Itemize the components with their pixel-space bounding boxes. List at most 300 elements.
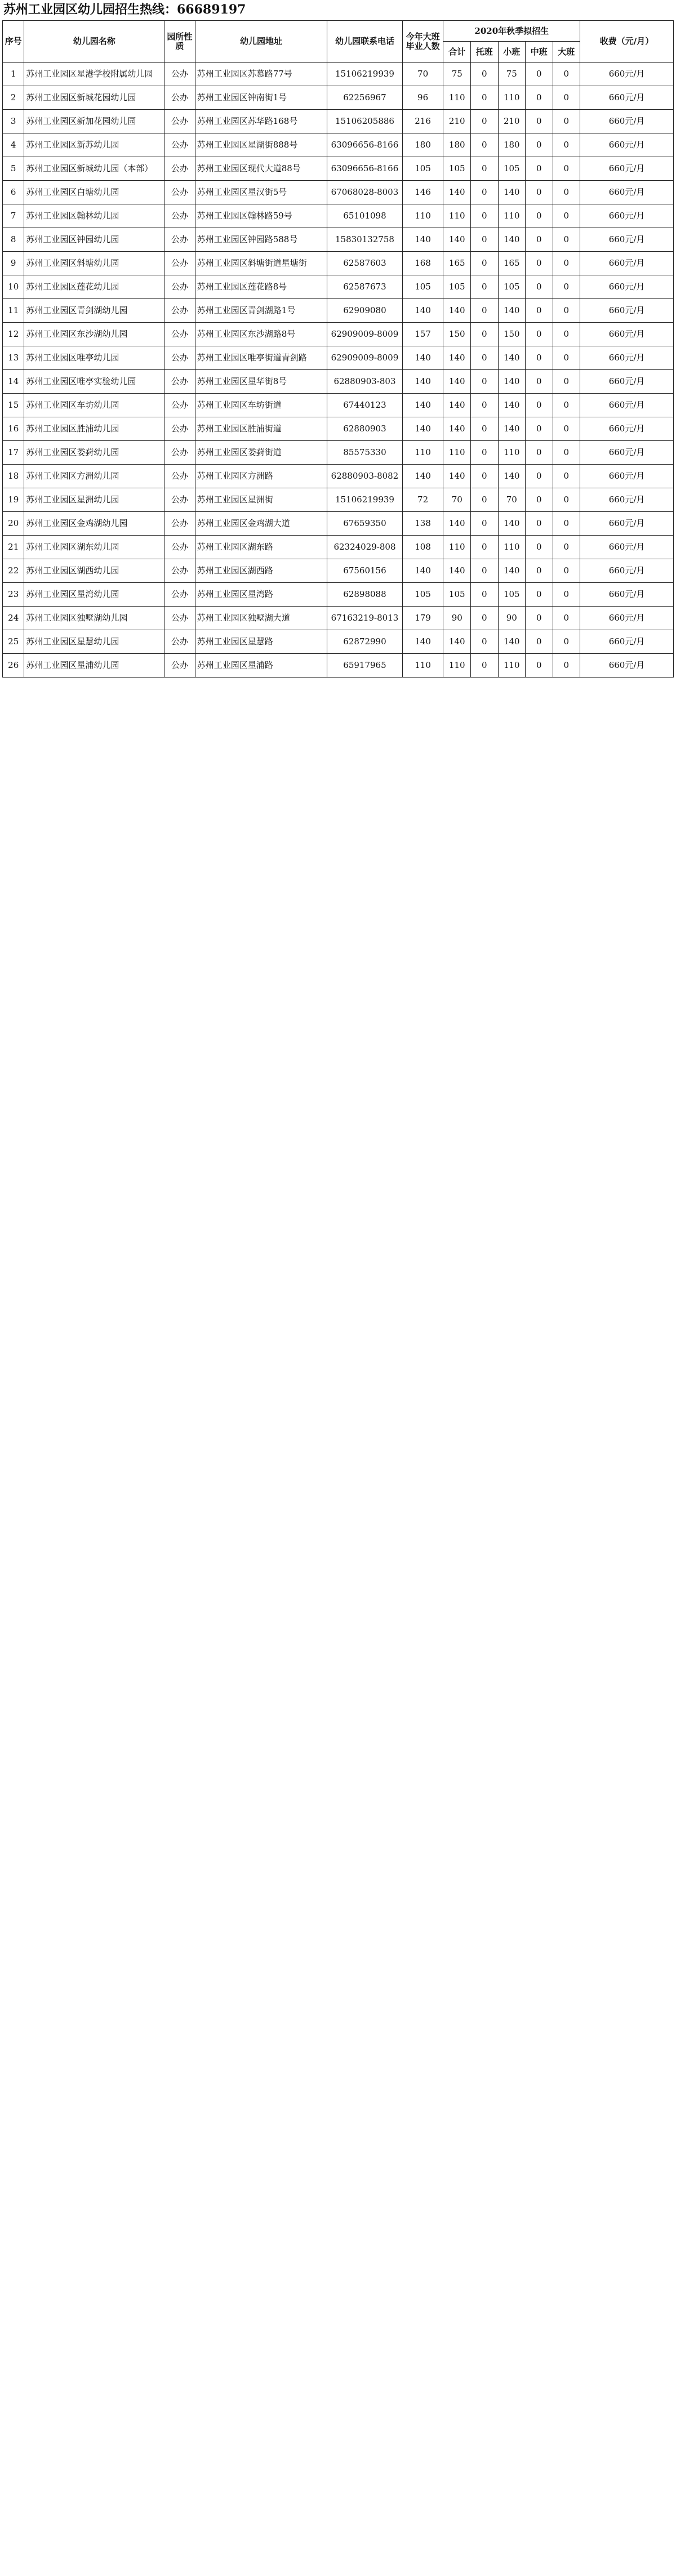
- cell-phone: 65101098: [327, 204, 402, 228]
- header-da: 大班: [553, 42, 580, 63]
- cell-no: 11: [3, 299, 24, 323]
- header-type: 园所性质: [164, 21, 195, 63]
- cell-da: 0: [553, 204, 580, 228]
- table-row: [3, 204, 674, 228]
- cell-xiao: 140: [498, 559, 526, 583]
- cell-fee: 660元/月: [580, 346, 674, 370]
- cell-no: 1: [3, 63, 24, 86]
- cell-phone: 65917965: [327, 654, 402, 678]
- cell-graduates: 140: [402, 417, 443, 441]
- cell-type: 公办: [164, 63, 195, 86]
- cell-zhong: 0: [526, 465, 553, 488]
- cell-tuo: 0: [471, 441, 499, 465]
- cell-fee: 660元/月: [580, 370, 674, 394]
- cell-graduates: 140: [402, 370, 443, 394]
- cell-total: 110: [443, 654, 471, 678]
- cell-total: 75: [443, 63, 471, 86]
- cell-address: 苏州工业园区苏慕路77号: [195, 63, 327, 86]
- cell-fee: 660元/月: [580, 559, 674, 583]
- header-no: 序号: [3, 21, 24, 63]
- cell-xiao: 110: [498, 204, 526, 228]
- cell-xiao: 110: [498, 536, 526, 559]
- table-header: [3, 21, 674, 63]
- cell-tuo: 0: [471, 465, 499, 488]
- cell-tuo: 0: [471, 204, 499, 228]
- cell-zhong: 0: [526, 370, 553, 394]
- cell-da: 0: [553, 607, 580, 630]
- cell-name: 苏州工业园区星慧幼儿园: [24, 630, 164, 654]
- cell-zhong: 0: [526, 275, 553, 299]
- cell-tuo: 0: [471, 346, 499, 370]
- cell-total: 105: [443, 157, 471, 181]
- cell-total: 140: [443, 512, 471, 536]
- cell-phone: 15106205886: [327, 110, 402, 133]
- cell-total: 110: [443, 204, 471, 228]
- cell-total: 140: [443, 370, 471, 394]
- table-row: [3, 299, 674, 323]
- cell-total: 140: [443, 417, 471, 441]
- cell-name: 苏州工业园区翰林幼儿园: [24, 204, 164, 228]
- cell-phone: 62324029-808: [327, 536, 402, 559]
- cell-total: 105: [443, 275, 471, 299]
- cell-da: 0: [553, 346, 580, 370]
- cell-address: 苏州工业园区车坊街道: [195, 394, 327, 417]
- header-xiao: 小班: [498, 42, 526, 63]
- cell-tuo: 0: [471, 370, 499, 394]
- cell-da: 0: [553, 110, 580, 133]
- cell-address: 苏州工业园区唯亭街道青剑路: [195, 346, 327, 370]
- cell-zhong: 0: [526, 63, 553, 86]
- cell-da: 0: [553, 86, 580, 110]
- cell-no: 19: [3, 488, 24, 512]
- cell-type: 公办: [164, 512, 195, 536]
- cell-zhong: 0: [526, 394, 553, 417]
- cell-graduates: 110: [402, 654, 443, 678]
- cell-zhong: 0: [526, 110, 553, 133]
- cell-xiao: 140: [498, 346, 526, 370]
- cell-graduates: 140: [402, 465, 443, 488]
- cell-no: 17: [3, 441, 24, 465]
- cell-xiao: 140: [498, 299, 526, 323]
- cell-phone: 63096656-8166: [327, 157, 402, 181]
- cell-no: 22: [3, 559, 24, 583]
- cell-xiao: 105: [498, 275, 526, 299]
- cell-zhong: 0: [526, 559, 553, 583]
- cell-tuo: 0: [471, 86, 499, 110]
- cell-total: 140: [443, 181, 471, 204]
- cell-type: 公办: [164, 654, 195, 678]
- cell-phone: 62898088: [327, 583, 402, 607]
- cell-zhong: 0: [526, 583, 553, 607]
- table-body: [3, 63, 674, 678]
- cell-type: 公办: [164, 228, 195, 252]
- cell-fee: 660元/月: [580, 465, 674, 488]
- cell-name: 苏州工业园区车坊幼儿园: [24, 394, 164, 417]
- cell-no: 10: [3, 275, 24, 299]
- cell-address: 苏州工业园区金鸡湖大道: [195, 512, 327, 536]
- table-row: [3, 323, 674, 346]
- cell-xiao: 105: [498, 583, 526, 607]
- cell-phone: 67560156: [327, 559, 402, 583]
- cell-zhong: 0: [526, 654, 553, 678]
- cell-fee: 660元/月: [580, 299, 674, 323]
- cell-xiao: 140: [498, 394, 526, 417]
- cell-total: 105: [443, 583, 471, 607]
- cell-zhong: 0: [526, 488, 553, 512]
- cell-xiao: 150: [498, 323, 526, 346]
- cell-da: 0: [553, 323, 580, 346]
- cell-name: 苏州工业园区新加花园幼儿园: [24, 110, 164, 133]
- table-row: [3, 417, 674, 441]
- cell-phone: 67659350: [327, 512, 402, 536]
- cell-xiao: 165: [498, 252, 526, 275]
- cell-zhong: 0: [526, 607, 553, 630]
- cell-address: 苏州工业园区现代大道88号: [195, 157, 327, 181]
- cell-name: 苏州工业园区金鸡湖幼儿园: [24, 512, 164, 536]
- cell-address: 苏州工业园区星汉街5号: [195, 181, 327, 204]
- cell-no: 15: [3, 394, 24, 417]
- cell-type: 公办: [164, 441, 195, 465]
- cell-fee: 660元/月: [580, 63, 674, 86]
- cell-da: 0: [553, 512, 580, 536]
- cell-da: 0: [553, 275, 580, 299]
- cell-total: 110: [443, 86, 471, 110]
- cell-graduates: 140: [402, 630, 443, 654]
- cell-type: 公办: [164, 181, 195, 204]
- cell-address: 苏州工业园区湖西路: [195, 559, 327, 583]
- cell-address: 苏州工业园区翰林路59号: [195, 204, 327, 228]
- cell-no: 8: [3, 228, 24, 252]
- cell-da: 0: [553, 181, 580, 204]
- cell-no: 24: [3, 607, 24, 630]
- header-plan-group: 2020年秋季拟招生: [443, 21, 580, 42]
- cell-no: 18: [3, 465, 24, 488]
- cell-zhong: 0: [526, 536, 553, 559]
- table-row: [3, 228, 674, 252]
- cell-type: 公办: [164, 204, 195, 228]
- cell-total: 140: [443, 228, 471, 252]
- cell-graduates: 72: [402, 488, 443, 512]
- cell-address: 苏州工业园区湖东路: [195, 536, 327, 559]
- cell-tuo: 0: [471, 110, 499, 133]
- cell-da: 0: [553, 370, 580, 394]
- cell-name: 苏州工业园区星洲幼儿园: [24, 488, 164, 512]
- cell-fee: 660元/月: [580, 86, 674, 110]
- cell-xiao: 75: [498, 63, 526, 86]
- cell-total: 140: [443, 630, 471, 654]
- cell-xiao: 110: [498, 654, 526, 678]
- cell-graduates: 140: [402, 299, 443, 323]
- cell-name: 苏州工业园区娄葑幼儿园: [24, 441, 164, 465]
- cell-phone: 62909009-8009: [327, 323, 402, 346]
- cell-xiao: 140: [498, 417, 526, 441]
- cell-phone: 15106219939: [327, 488, 402, 512]
- cell-total: 210: [443, 110, 471, 133]
- cell-da: 0: [553, 536, 580, 559]
- cell-address: 苏州工业园区莲花路8号: [195, 275, 327, 299]
- cell-tuo: 0: [471, 323, 499, 346]
- cell-da: 0: [553, 299, 580, 323]
- cell-fee: 660元/月: [580, 441, 674, 465]
- cell-type: 公办: [164, 346, 195, 370]
- cell-address: 苏州工业园区星华街8号: [195, 370, 327, 394]
- cell-graduates: 110: [402, 204, 443, 228]
- cell-graduates: 146: [402, 181, 443, 204]
- table-row: [3, 441, 674, 465]
- cell-name: 苏州工业园区新城幼儿园（本部）: [24, 157, 164, 181]
- cell-address: 苏州工业园区星慧路: [195, 630, 327, 654]
- cell-type: 公办: [164, 110, 195, 133]
- cell-graduates: 110: [402, 441, 443, 465]
- cell-phone: 67068028-8003: [327, 181, 402, 204]
- cell-xiao: 140: [498, 512, 526, 536]
- cell-xiao: 90: [498, 607, 526, 630]
- cell-name: 苏州工业园区湖西幼儿园: [24, 559, 164, 583]
- cell-zhong: 0: [526, 630, 553, 654]
- cell-name: 苏州工业园区方洲幼儿园: [24, 465, 164, 488]
- header-address: 幼儿园地址: [195, 21, 327, 63]
- cell-phone: 62880903-8082: [327, 465, 402, 488]
- cell-zhong: 0: [526, 228, 553, 252]
- table-row: [3, 512, 674, 536]
- cell-no: 16: [3, 417, 24, 441]
- cell-type: 公办: [164, 394, 195, 417]
- cell-graduates: 179: [402, 607, 443, 630]
- kindergarten-table: [2, 20, 674, 678]
- cell-phone: 67163219-8013: [327, 607, 402, 630]
- cell-fee: 660元/月: [580, 181, 674, 204]
- cell-type: 公办: [164, 488, 195, 512]
- cell-graduates: 157: [402, 323, 443, 346]
- cell-fee: 660元/月: [580, 536, 674, 559]
- cell-graduates: 216: [402, 110, 443, 133]
- cell-tuo: 0: [471, 157, 499, 181]
- cell-address: 苏州工业园区娄葑街道: [195, 441, 327, 465]
- cell-fee: 660元/月: [580, 417, 674, 441]
- cell-graduates: 140: [402, 559, 443, 583]
- cell-tuo: 0: [471, 607, 499, 630]
- cell-address: 苏州工业园区星湖街888号: [195, 133, 327, 157]
- cell-type: 公办: [164, 323, 195, 346]
- cell-type: 公办: [164, 299, 195, 323]
- cell-name: 苏州工业园区青剑湖幼儿园: [24, 299, 164, 323]
- cell-zhong: 0: [526, 181, 553, 204]
- header-graduates: 今年大班毕业人数: [402, 21, 443, 63]
- cell-da: 0: [553, 441, 580, 465]
- cell-graduates: 180: [402, 133, 443, 157]
- cell-fee: 660元/月: [580, 204, 674, 228]
- cell-tuo: 0: [471, 394, 499, 417]
- cell-no: 13: [3, 346, 24, 370]
- table-row: [3, 275, 674, 299]
- cell-total: 110: [443, 536, 471, 559]
- table-row: [3, 110, 674, 133]
- cell-tuo: 0: [471, 512, 499, 536]
- cell-zhong: 0: [526, 86, 553, 110]
- cell-name: 苏州工业园区独墅湖幼儿园: [24, 607, 164, 630]
- cell-name: 苏州工业园区东沙湖幼儿园: [24, 323, 164, 346]
- cell-phone: 62256967: [327, 86, 402, 110]
- cell-phone: 62880903: [327, 417, 402, 441]
- cell-phone: 62909080: [327, 299, 402, 323]
- cell-tuo: 0: [471, 559, 499, 583]
- table-row: [3, 370, 674, 394]
- cell-fee: 660元/月: [580, 275, 674, 299]
- cell-tuo: 0: [471, 275, 499, 299]
- cell-type: 公办: [164, 275, 195, 299]
- cell-tuo: 0: [471, 228, 499, 252]
- cell-graduates: 140: [402, 346, 443, 370]
- cell-no: 3: [3, 110, 24, 133]
- cell-phone: 62880903-803: [327, 370, 402, 394]
- table-row: [3, 583, 674, 607]
- cell-da: 0: [553, 157, 580, 181]
- cell-zhong: 0: [526, 441, 553, 465]
- cell-no: 5: [3, 157, 24, 181]
- cell-zhong: 0: [526, 204, 553, 228]
- cell-no: 12: [3, 323, 24, 346]
- cell-phone: 62587603: [327, 252, 402, 275]
- cell-xiao: 110: [498, 441, 526, 465]
- cell-no: 20: [3, 512, 24, 536]
- cell-phone: 67440123: [327, 394, 402, 417]
- cell-no: 6: [3, 181, 24, 204]
- cell-no: 23: [3, 583, 24, 607]
- cell-address: 苏州工业园区方洲路: [195, 465, 327, 488]
- cell-zhong: 0: [526, 323, 553, 346]
- cell-type: 公办: [164, 559, 195, 583]
- cell-name: 苏州工业园区斜塘幼儿园: [24, 252, 164, 275]
- cell-xiao: 140: [498, 465, 526, 488]
- cell-type: 公办: [164, 157, 195, 181]
- cell-address: 苏州工业园区青剑湖路1号: [195, 299, 327, 323]
- cell-da: 0: [553, 654, 580, 678]
- cell-tuo: 0: [471, 583, 499, 607]
- cell-tuo: 0: [471, 299, 499, 323]
- table-row: [3, 536, 674, 559]
- cell-tuo: 0: [471, 630, 499, 654]
- cell-total: 140: [443, 346, 471, 370]
- cell-phone: 62872990: [327, 630, 402, 654]
- cell-graduates: 138: [402, 512, 443, 536]
- cell-fee: 660元/月: [580, 252, 674, 275]
- cell-graduates: 96: [402, 86, 443, 110]
- cell-tuo: 0: [471, 181, 499, 204]
- cell-type: 公办: [164, 536, 195, 559]
- cell-total: 150: [443, 323, 471, 346]
- cell-fee: 660元/月: [580, 110, 674, 133]
- cell-name: 苏州工业园区莲花幼儿园: [24, 275, 164, 299]
- cell-total: 140: [443, 559, 471, 583]
- table-row: [3, 63, 674, 86]
- header-phone: 幼儿园联系电话: [327, 21, 402, 63]
- cell-tuo: 0: [471, 252, 499, 275]
- cell-da: 0: [553, 228, 580, 252]
- cell-phone: 62587673: [327, 275, 402, 299]
- cell-address: 苏州工业园区斜塘街道星塘街: [195, 252, 327, 275]
- cell-fee: 660元/月: [580, 157, 674, 181]
- cell-fee: 660元/月: [580, 654, 674, 678]
- cell-address: 苏州工业园区独墅湖大道: [195, 607, 327, 630]
- table-row: [3, 654, 674, 678]
- cell-zhong: 0: [526, 417, 553, 441]
- cell-no: 21: [3, 536, 24, 559]
- cell-graduates: 140: [402, 394, 443, 417]
- cell-type: 公办: [164, 252, 195, 275]
- cell-address: 苏州工业园区胜浦街道: [195, 417, 327, 441]
- cell-da: 0: [553, 559, 580, 583]
- cell-zhong: 0: [526, 299, 553, 323]
- cell-no: 7: [3, 204, 24, 228]
- cell-tuo: 0: [471, 417, 499, 441]
- cell-address: 苏州工业园区钟南街1号: [195, 86, 327, 110]
- cell-fee: 660元/月: [580, 323, 674, 346]
- cell-graduates: 105: [402, 275, 443, 299]
- cell-phone: 15106219939: [327, 63, 402, 86]
- cell-xiao: 70: [498, 488, 526, 512]
- cell-name: 苏州工业园区新城花园幼儿园: [24, 86, 164, 110]
- table-row: [3, 346, 674, 370]
- cell-xiao: 140: [498, 181, 526, 204]
- cell-da: 0: [553, 465, 580, 488]
- cell-address: 苏州工业园区钟园路588号: [195, 228, 327, 252]
- cell-address: 苏州工业园区苏华路168号: [195, 110, 327, 133]
- cell-tuo: 0: [471, 488, 499, 512]
- cell-total: 70: [443, 488, 471, 512]
- cell-no: 9: [3, 252, 24, 275]
- cell-da: 0: [553, 488, 580, 512]
- cell-no: 4: [3, 133, 24, 157]
- cell-xiao: 105: [498, 157, 526, 181]
- header-fee: 收费（元/月）: [580, 21, 674, 63]
- cell-name: 苏州工业园区唯亭实验幼儿园: [24, 370, 164, 394]
- cell-name: 苏州工业园区星湾幼儿园: [24, 583, 164, 607]
- cell-name: 苏州工业园区新苏幼儿园: [24, 133, 164, 157]
- cell-da: 0: [553, 583, 580, 607]
- cell-name: 苏州工业园区胜浦幼儿园: [24, 417, 164, 441]
- cell-da: 0: [553, 417, 580, 441]
- cell-type: 公办: [164, 607, 195, 630]
- cell-graduates: 70: [402, 63, 443, 86]
- cell-fee: 660元/月: [580, 607, 674, 630]
- table-row: [3, 181, 674, 204]
- cell-zhong: 0: [526, 133, 553, 157]
- table-row: [3, 157, 674, 181]
- cell-phone: 63096656-8166: [327, 133, 402, 157]
- table-row: [3, 607, 674, 630]
- cell-total: 90: [443, 607, 471, 630]
- cell-address: 苏州工业园区东沙湖路8号: [195, 323, 327, 346]
- cell-address: 苏州工业园区星湾路: [195, 583, 327, 607]
- cell-tuo: 0: [471, 63, 499, 86]
- cell-name: 苏州工业园区钟园幼儿园: [24, 228, 164, 252]
- cell-name: 苏州工业园区唯亭幼儿园: [24, 346, 164, 370]
- cell-graduates: 105: [402, 157, 443, 181]
- cell-fee: 660元/月: [580, 583, 674, 607]
- table-row: [3, 86, 674, 110]
- cell-phone: 62909009-8009: [327, 346, 402, 370]
- cell-da: 0: [553, 394, 580, 417]
- cell-zhong: 0: [526, 252, 553, 275]
- cell-da: 0: [553, 630, 580, 654]
- cell-total: 180: [443, 133, 471, 157]
- cell-zhong: 0: [526, 512, 553, 536]
- table-row: [3, 630, 674, 654]
- cell-type: 公办: [164, 465, 195, 488]
- cell-xiao: 140: [498, 228, 526, 252]
- cell-total: 140: [443, 465, 471, 488]
- cell-fee: 660元/月: [580, 630, 674, 654]
